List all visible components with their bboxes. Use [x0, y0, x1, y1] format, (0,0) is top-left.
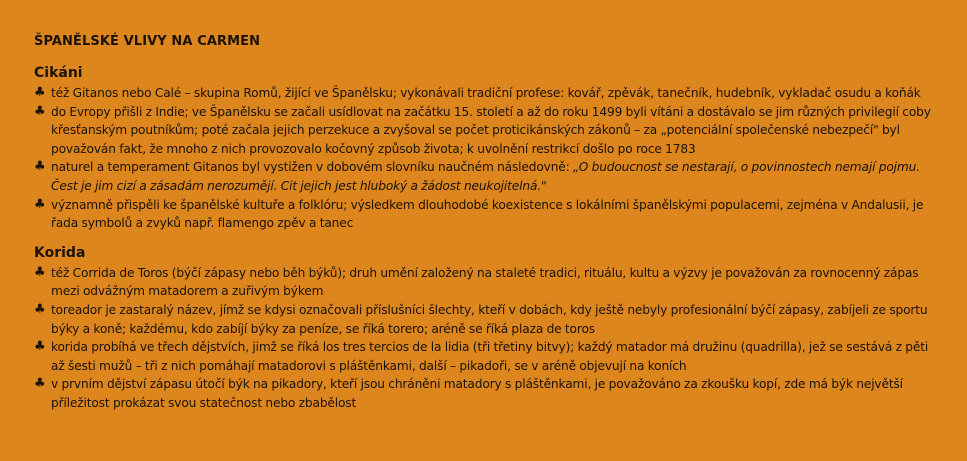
- list-item: [34, 375, 941, 412]
- list-item-text: naturel a temperament Gitanos byl vystižen v dobovém slovníku naučném následovně:: [51, 160, 574, 175]
- list-item: [34, 264, 941, 301]
- club-bullet-icon: ♣: [34, 339, 46, 355]
- list-item: [34, 301, 941, 338]
- club-bullet-icon: ♣: [34, 376, 46, 392]
- bullet-list-cikani: [34, 84, 941, 233]
- document-title: ŠPANĚLSKÉ VLIVY NA CARMEN: [34, 34, 261, 49]
- club-bullet-icon: ♣: [34, 196, 46, 212]
- list-item-text: korida probíhá ve třech dějstvích, jimž se říká los tres tercios de la lidia (tři třetiny bitvy); každý matador má družinu (quadrilla), jež se sestává z pěti až šesti mužů – tři z nich pomáhají matadorovi s pláštěnkami, další – pikadoři, se v aréně objevují na koních: [51, 340, 929, 373]
- section-korida: [34, 244, 941, 413]
- section-cikani: [34, 64, 941, 233]
- bullet-list-korida: [34, 264, 941, 413]
- list-item: [34, 158, 941, 195]
- club-bullet-icon: ♣: [34, 301, 46, 317]
- section-heading-korida: Korida: [34, 244, 86, 261]
- club-bullet-icon: ♣: [34, 264, 46, 280]
- list-item-text: též Corrida de Toros (býčí zápasy nebo běh býků); druh umění založený na staleté tradici, rituálu, kultu a výzvy je považován za rovnocenný zápas mezi odvážným matadorem a zuřivým býkem: [51, 265, 919, 299]
- list-item-text: významně přispěli ke španělské kultuře a folklóru; výsledkem dlouhodobé koexistence s lokálními španělskými populacemi, zejména v Andalusii, je řada symbolů a zvyků např. flamengo zpěv a tanec: [51, 197, 924, 231]
- club-bullet-icon: ♣: [34, 159, 46, 175]
- list-item-text: toreador je zastaralý název, jímž se kdysi označovali příslušníci šlechty, kteří v dobách, kdy ještě nebyly profesionální býčí zápasy, zabíjeli ze sportu býky a koně; každému, kdo zabíjí býky za peníze, se říká torero; aréně se říká plaza de toros: [51, 302, 928, 336]
- club-bullet-icon: ♣: [34, 85, 46, 100]
- list-item-text: též Gitanos nebo Calé – skupina Romů, žijící ve Španělsku; vykonávali tradiční profese: kovář, zpěvák, tanečník, hudebník, vykladač osudu a koňák: [51, 86, 921, 100]
- list-item-quote: „O budoucnost se nestarají, o povinnostech nemají pojmu. Čest je jim cizí a zásadám nerozumějí. Cit jejich jest hluboký a žádost neukojitelná.": [51, 160, 920, 193]
- section-heading-cikani: Cikáni: [34, 65, 83, 81]
- club-bullet-icon: ♣: [34, 103, 46, 119]
- list-item: [34, 84, 941, 103]
- list-item: [34, 196, 941, 233]
- list-item-text: do Evropy přišli z Indie; ve Španělsku se začali usídlovat na začátku 15. století a až do roku 1499 byli vítáni a dostávalo se jim různých privilegií coby křesťanským poutníkům; poté začala jejich perzekuce a zvyšoval se počet proticikánských zákonů – za „potenciální společenské nebezpečí" byl považován fakt, že mnoho z nich provozovalo kočovný způsob života; k uvolnění restrikcí došlo po roce 1783: [51, 104, 931, 156]
- list-item: [34, 103, 941, 159]
- list-item: [34, 338, 941, 375]
- list-item-text: v prvním dějství zápasu útočí býk na pikadory, kteří jsou chráněni matadory s pláštěnkami, je považováno za zkoušku kopí, zde má býk největší příležitost prokázat svou statečnost nebo zbabělost: [51, 377, 903, 410]
